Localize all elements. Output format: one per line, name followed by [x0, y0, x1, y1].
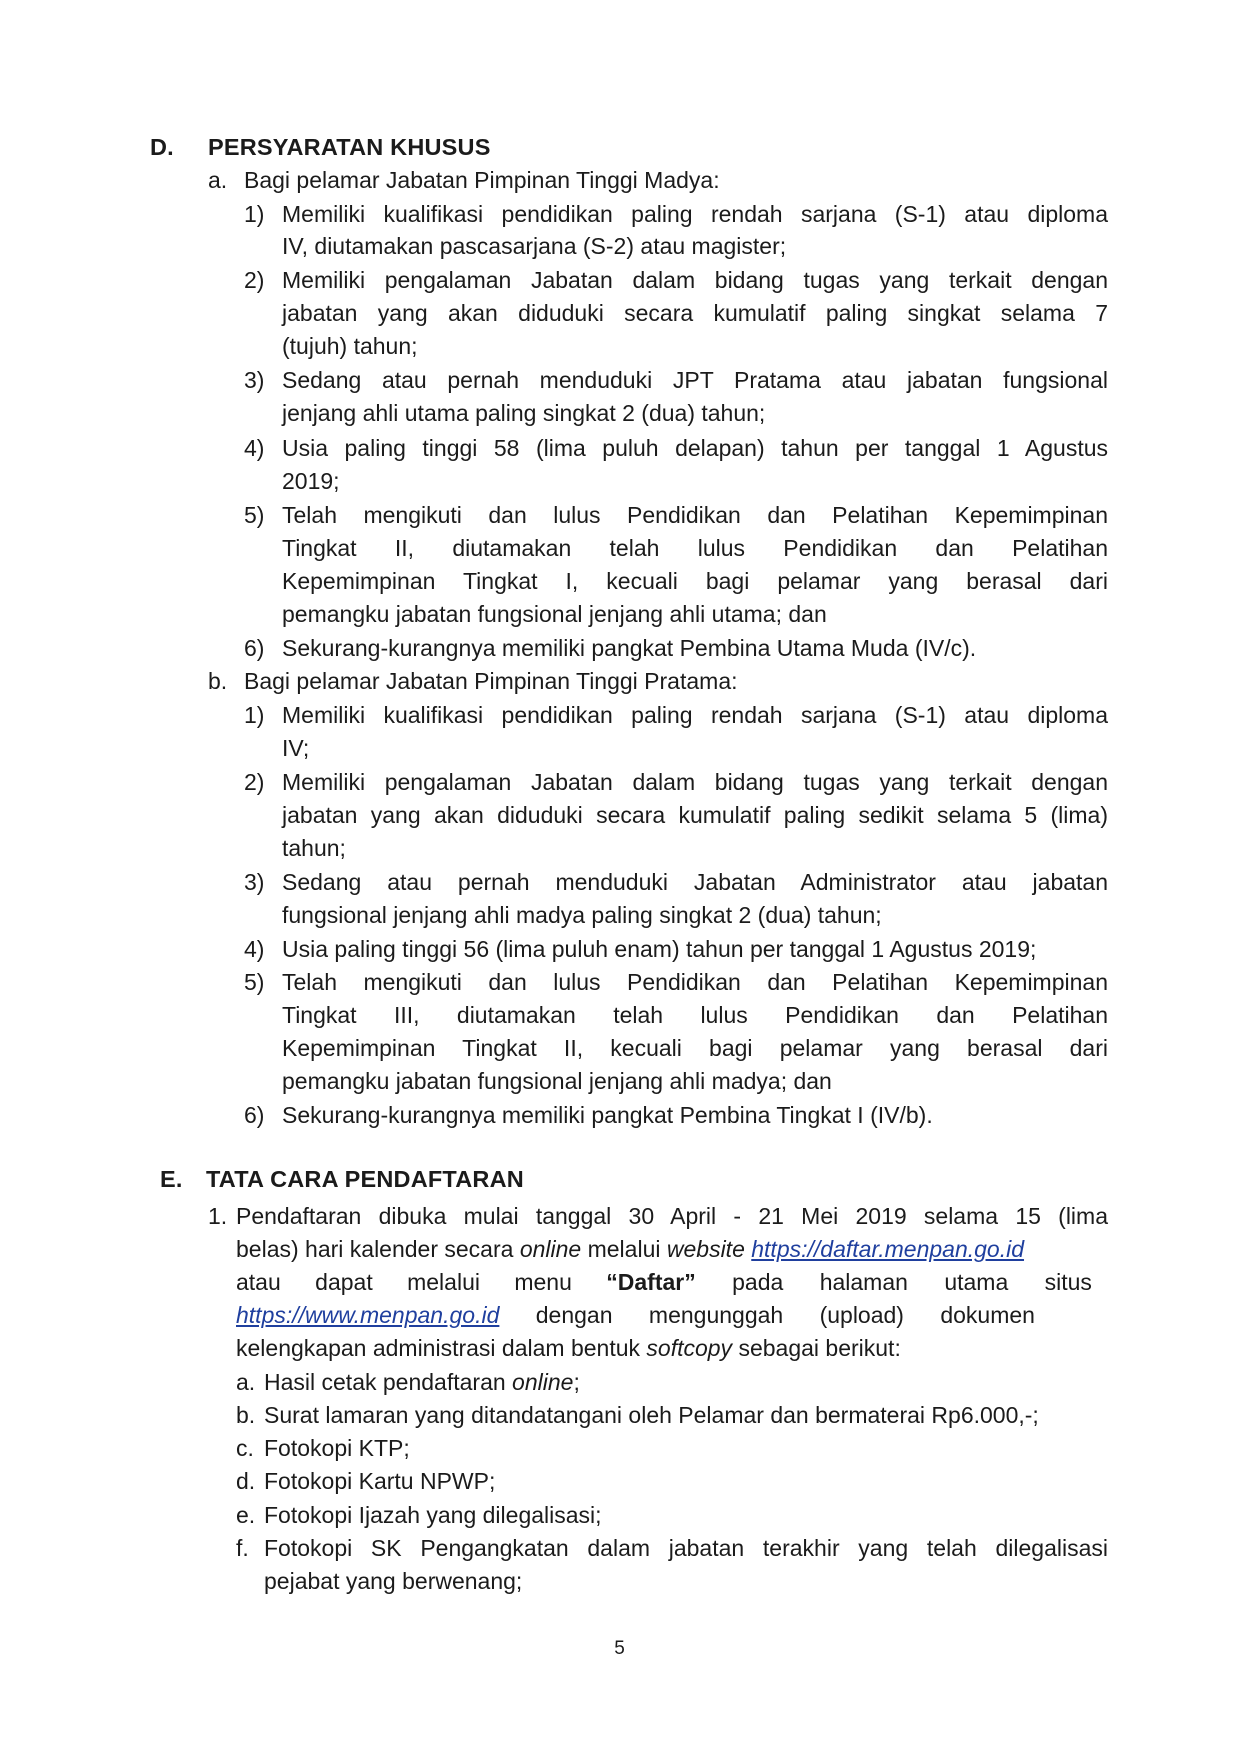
- item-text-line: Usia paling tinggi 58 (lima puluh delapan) tahun per tanggal 1 Agustus: [282, 435, 1108, 461]
- item-number: 1): [244, 201, 265, 227]
- section-marker: E.: [160, 1166, 183, 1192]
- item-text-line: Sedang atau pernah menduduki Jabatan Administrator atau jabatan: [282, 869, 1108, 895]
- document-list-item: c. Fotokopi KTP;: [236, 1432, 1108, 1465]
- list-item: [244, 632, 1108, 665]
- item-marker: d.: [236, 1468, 256, 1494]
- item-text-line: fungsional jenjang ahli madya paling singkat 2 (dua) tahun;: [282, 902, 882, 928]
- item-marker: f.: [236, 1535, 249, 1561]
- subsection-title: Bagi pelamar Jabatan Pimpinan Tinggi Pratama:: [244, 668, 738, 694]
- document-list-item: e. Fotokopi Ijazah yang dilegalisasi;: [236, 1499, 1108, 1532]
- item-number: 4): [244, 936, 265, 962]
- item-text-line: Telah mengikuti dan lulus Pendidikan dan Pelatihan Kepemimpinan: [282, 969, 1108, 995]
- item-text-line: Memiliki pengalaman Jabatan dalam bidang tugas yang terkait dengan: [282, 267, 1108, 293]
- item-text-line: Sekurang-kurangnya memiliki pangkat Pembina Utama Muda (IV/c).: [282, 635, 977, 661]
- section-marker: D.: [150, 134, 174, 160]
- item-text-line: Sedang atau pernah menduduki JPT Pratama atau jabatan fungsional: [282, 367, 1108, 393]
- subsection-marker: b.: [208, 668, 228, 694]
- list-item: [244, 198, 1108, 231]
- item-text-line: 2019;: [282, 468, 340, 494]
- item-number: 5): [244, 969, 265, 995]
- list-item: [244, 866, 1108, 899]
- list-item: [244, 766, 1108, 799]
- item-text-line: tahun;: [282, 835, 346, 861]
- item-number: 3): [244, 367, 265, 393]
- list-item: [244, 966, 1108, 999]
- item-text-line: Usia paling tinggi 56 (lima puluh enam) tahun per tanggal 1 Agustus 2019;: [282, 936, 1037, 962]
- document-list-item: [236, 1532, 1108, 1565]
- item-text-line: Tingkat III, diutamakan telah lulus Pendidikan dan Pelatihan: [282, 1002, 1108, 1028]
- item-number: 5): [244, 502, 265, 528]
- item-text-line: Fotokopi SK Pengangkatan dalam jabatan terakhir yang telah dilegalisasi: [264, 1535, 1108, 1561]
- document-list-item: a. Hasil cetak pendaftaran online;: [236, 1366, 1108, 1399]
- item-text-line: pemangku jabatan fungsional jenjang ahli utama; dan: [282, 601, 827, 627]
- item-text-line: Memiliki kualifikasi pendidikan paling rendah sarjana (S-1) atau diploma: [282, 702, 1108, 728]
- item-text-line: (tujuh) tahun;: [282, 333, 418, 359]
- item-marker: b.: [236, 1402, 256, 1428]
- list-item: [208, 1200, 1108, 1233]
- subsection-title: Bagi pelamar Jabatan Pimpinan Tinggi Madya:: [244, 167, 720, 193]
- list-item: [244, 933, 1108, 966]
- item-marker: a.: [236, 1369, 256, 1395]
- list-item: [244, 364, 1108, 397]
- subsection-b-heading: [208, 665, 1008, 698]
- item-text-line: Kepemimpinan Tingkat I, kecuali bagi pelamar yang berasal dari: [282, 568, 1108, 594]
- item-number: 6): [244, 635, 265, 661]
- item-text-line: jenjang ahli utama paling singkat 2 (dua) tahun;: [282, 400, 766, 426]
- item-number: 6): [244, 1102, 265, 1128]
- item-text-line: Memiliki pengalaman Jabatan dalam bidang tugas yang terkait dengan: [282, 769, 1108, 795]
- document-list-item: b. Surat lamaran yang ditandatangani oleh Pelamar dan bermaterai Rp6.000,-;: [236, 1399, 1108, 1432]
- page-number: 5: [614, 1638, 625, 1659]
- section-title: TATA CARA PENDAFTARAN: [206, 1166, 524, 1192]
- item-text-line: Pendaftaran dibuka mulai tanggal 30 April - 21 Mei 2019 selama 15 (lima: [236, 1203, 1108, 1229]
- item-text-line: https://www.menpan.go.id dengan mengunggah (upload) dokumen: [236, 1302, 1035, 1328]
- item-text-line: IV, diutamakan pascasarjana (S-2) atau magister;: [282, 233, 787, 259]
- item-text-line: atau dapat melalui menu “Daftar” pada halaman utama situs: [236, 1269, 1092, 1295]
- list-item: [244, 699, 1108, 732]
- list-item: [244, 499, 1108, 532]
- item-text-line: kelengkapan administrasi dalam bentuk softcopy sebagai berikut:: [236, 1335, 901, 1361]
- item-marker: e.: [236, 1502, 256, 1528]
- list-item: [244, 264, 1108, 297]
- item-number: 1.: [208, 1203, 228, 1229]
- item-text-line: pemangku jabatan fungsional jenjang ahli madya; dan: [282, 1068, 832, 1094]
- item-text-line: jabatan yang akan diduduki secara kumulatif paling singkat selama 7: [282, 300, 1108, 326]
- item-number: 4): [244, 435, 265, 461]
- menpan-site-link[interactable]: https://www.menpan.go.id: [236, 1302, 500, 1328]
- item-text-line: jabatan yang akan diduduki secara kumulatif paling sedikit selama 5 (lima): [282, 802, 1108, 828]
- item-number: 2): [244, 769, 265, 795]
- document-list-item: d. Fotokopi Kartu NPWP;: [236, 1465, 1108, 1498]
- item-number: 3): [244, 869, 265, 895]
- item-text-line: IV;: [282, 735, 310, 761]
- item-text-line: Tingkat II, diutamakan telah lulus Pendidikan dan Pelatihan: [282, 535, 1108, 561]
- subsection-marker: a.: [208, 167, 228, 193]
- list-item: [244, 432, 1108, 465]
- item-text-line: belas) hari kalender secara online melalui website https://daftar.menpan.go.id: [236, 1236, 1025, 1262]
- item-text-line: Memiliki kualifikasi pendidikan paling rendah sarjana (S-1) atau diploma: [282, 201, 1108, 227]
- item-text-line: Sekurang-kurangnya memiliki pangkat Pembina Tingkat I (IV/b).: [282, 1102, 933, 1128]
- subsection-a-heading: [208, 164, 1008, 197]
- daftar-menpan-link[interactable]: https://daftar.menpan.go.id: [751, 1236, 1025, 1262]
- item-text-line: pejabat yang berwenang;: [264, 1568, 523, 1594]
- item-marker: c.: [236, 1435, 254, 1461]
- item-number: 1): [244, 702, 265, 728]
- item-number: 2): [244, 267, 265, 293]
- item-text-line: Kepemimpinan Tingkat II, kecuali bagi pelamar yang berasal dari: [282, 1035, 1108, 1061]
- list-item: [244, 1099, 1108, 1132]
- section-title: PERSYARATAN KHUSUS: [208, 134, 491, 160]
- item-text-line: Telah mengikuti dan lulus Pendidikan dan Pelatihan Kepemimpinan: [282, 502, 1108, 528]
